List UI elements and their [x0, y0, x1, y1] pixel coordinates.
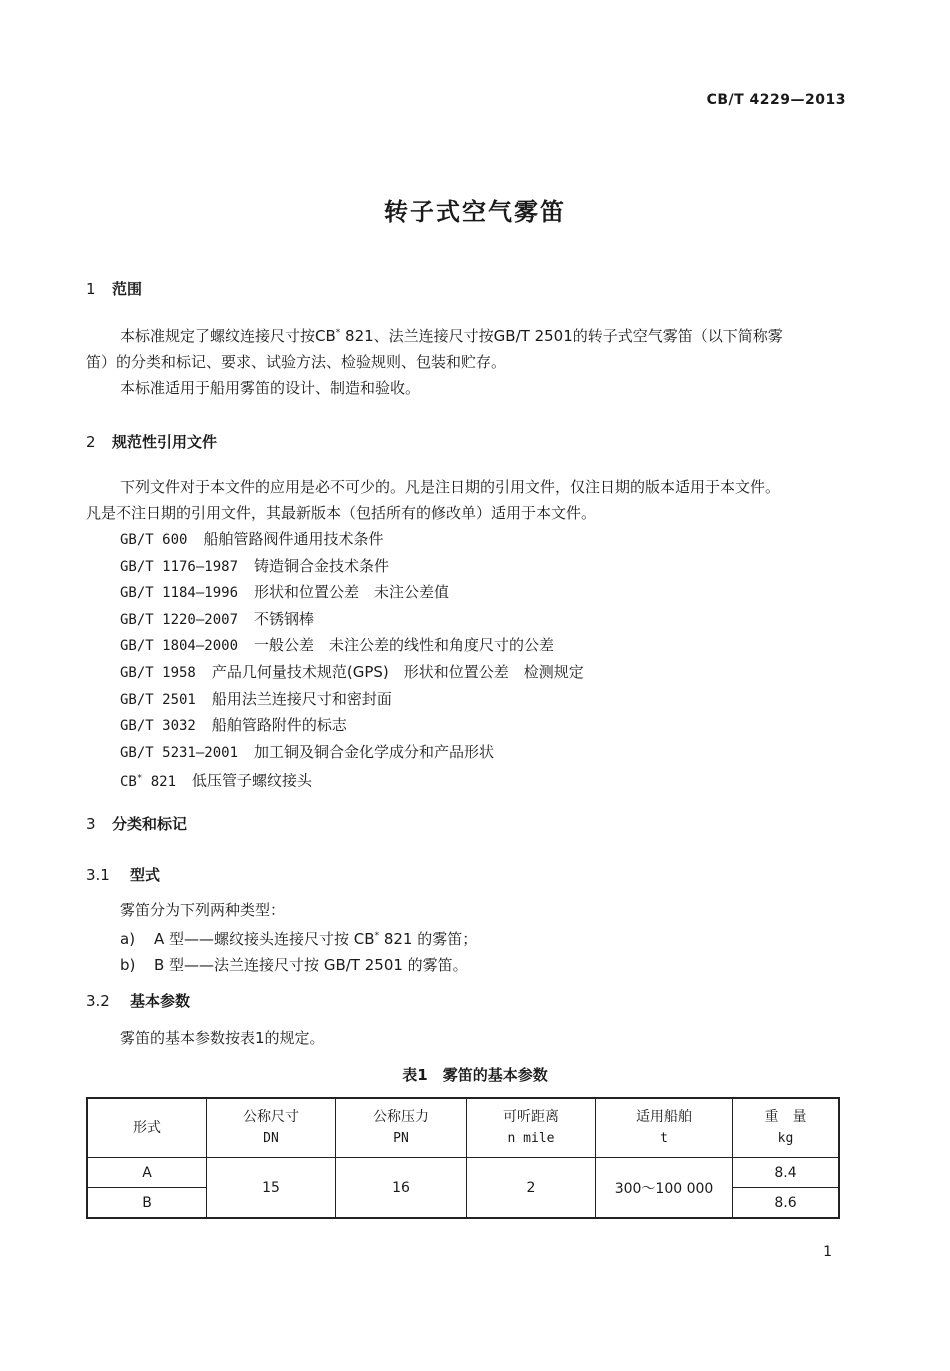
- page-title: 转子式空气雾笛: [384, 198, 566, 226]
- header-label: 公称尺寸: [243, 1109, 299, 1125]
- reference-title: 不锈钢棒: [254, 609, 315, 628]
- superscript: *: [335, 328, 341, 338]
- superscript: *: [374, 931, 380, 941]
- reference-item: [120, 607, 820, 634]
- section-2-heading: [86, 431, 217, 452]
- header-form: 形式: [87, 1098, 207, 1158]
- paragraph: [86, 320, 856, 349]
- paragraph-continued: 凡是不注日期的引用文件，其最新版本（包括所有的修改单）适用于本文件。: [86, 504, 597, 522]
- section-number: 3.1: [86, 866, 110, 884]
- reference-title: 铸造铜合金技术条件: [254, 556, 390, 575]
- reference-item: [120, 687, 820, 714]
- cell-form: B: [87, 1188, 207, 1219]
- section-3-1-body: [120, 897, 840, 978]
- reference-item: [120, 660, 820, 687]
- cell-range: 2: [467, 1158, 596, 1219]
- reference-code: GB/T 2501: [120, 691, 196, 708]
- page-number: 1: [823, 1244, 832, 1260]
- header-nominal-size: [207, 1098, 336, 1158]
- reference-item: [120, 766, 820, 795]
- reference-code: GB/T 1184—1996: [120, 585, 239, 602]
- header-weight: [733, 1098, 840, 1158]
- reference-code: GB/T 5231—2001: [120, 744, 239, 761]
- reference-item: [120, 633, 820, 660]
- reference-code: [120, 774, 176, 790]
- doc-number: CB/T 4229—2013: [706, 92, 846, 108]
- reference-title: 船舶管路附件的标志: [211, 716, 347, 735]
- text: CB: [120, 774, 137, 790]
- paragraph: 雾笛分为下列两种类型：: [120, 901, 286, 919]
- cell-ship: 300～100 000: [596, 1158, 733, 1219]
- header-applicable-ship: [596, 1098, 733, 1158]
- section-number: 2: [86, 433, 96, 451]
- reference-code: GB/T 1220—2007: [120, 611, 239, 628]
- cell-weight: 8.4: [733, 1158, 840, 1188]
- text: 821 的雾笛；: [379, 930, 478, 948]
- section-1-body: [86, 320, 856, 401]
- reference-title: 形状和位置公差 未注公差值: [254, 583, 450, 602]
- cell-dn: 15: [207, 1158, 336, 1219]
- table-row: [87, 1158, 839, 1188]
- cell-form: A: [87, 1158, 207, 1188]
- text: B 型——法兰连接尺寸按 GB/T 2501 的雾笛。: [154, 956, 468, 974]
- section-title: 范围: [112, 280, 143, 298]
- reference-item: [120, 713, 820, 740]
- reference-item: [120, 580, 820, 607]
- list-item: [120, 923, 840, 952]
- paragraph: 下列文件对于本文件的应用是必不可少的。凡是注日期的引用文件，仅注日期的版本适用于本文件。: [120, 478, 781, 496]
- header-label: 公称压力: [373, 1109, 429, 1125]
- section-1-heading: [86, 278, 142, 299]
- table-header-row: [87, 1098, 839, 1158]
- list-label: b): [120, 956, 136, 974]
- cell-pn: 16: [336, 1158, 467, 1219]
- reference-title: 低压管子螺纹接头: [192, 772, 313, 790]
- section-number: 3: [86, 815, 96, 833]
- reference-title: 产品几何量技术规范(GPS) 形状和位置公差 检测规定: [211, 662, 584, 681]
- reference-list: [120, 527, 820, 796]
- paragraph: 本标准适用于船用雾笛的设计、制造和验收。: [120, 379, 421, 397]
- section-2-intro: [86, 474, 856, 526]
- section-title: 分类和标记: [112, 815, 188, 833]
- reference-item: [120, 554, 820, 581]
- text: A 型——螺纹接头连接尺寸按 CB: [154, 930, 375, 948]
- header-label: 适用船舶: [636, 1109, 692, 1125]
- header-audible-range: [467, 1098, 596, 1158]
- reference-item: [120, 740, 820, 767]
- reference-code: GB/T 1176—1987: [120, 558, 239, 575]
- reference-code: GB/T 600: [120, 532, 188, 548]
- section-number: 3.2: [86, 992, 110, 1010]
- parameters-table: [86, 1097, 840, 1219]
- section-title: 规范性引用文件: [112, 433, 218, 451]
- header-unit: DN: [263, 1131, 279, 1146]
- section-3-2-heading: [86, 990, 190, 1011]
- superscript: *: [136, 773, 143, 784]
- reference-code: GB/T 1958: [120, 664, 196, 681]
- reference-title: 加工铜及铜合金化学成分和产品形状: [254, 742, 495, 761]
- section-title: 型式: [130, 866, 161, 884]
- header-label: 可听距离: [503, 1109, 559, 1125]
- section-3-1-heading: [86, 864, 160, 885]
- paragraph-continued: 笛）的分类和标记、要求、试验方法、检验规则、包装和贮存。: [86, 353, 507, 371]
- header-unit: n mile: [507, 1131, 555, 1146]
- text: 821、法兰连接尺寸按GB/T 2501的转子式空气雾笛（以下简称雾: [340, 327, 783, 345]
- reference-code: GB/T 1804—2000: [120, 638, 239, 655]
- text: 本标准规定了螺纹连接尺寸按CB: [120, 327, 336, 345]
- header-unit: PN: [393, 1131, 409, 1146]
- reference-item: [120, 527, 820, 554]
- reference-title: 船用法兰连接尺寸和密封面: [211, 689, 392, 708]
- header-unit: kg: [777, 1131, 794, 1146]
- section-title: 基本参数: [130, 992, 191, 1010]
- header-label: 重 量: [764, 1109, 807, 1125]
- list-label: a): [120, 930, 136, 948]
- text: 821: [142, 774, 176, 790]
- header-nominal-pressure: [336, 1098, 467, 1158]
- reference-title: 一般公差 未注公差的线性和角度尺寸的公差: [254, 636, 555, 655]
- header-unit: t: [660, 1131, 668, 1146]
- reference-title: 船舶管路阀件通用技术条件: [203, 530, 384, 548]
- reference-code: GB/T 3032: [120, 718, 196, 735]
- section-3-2-body: 雾笛的基本参数按表1的规定。: [120, 1029, 325, 1047]
- cell-weight: 8.6: [733, 1188, 840, 1219]
- section-number: 1: [86, 280, 96, 298]
- list-item: [120, 952, 840, 978]
- table-caption: 表1 雾笛的基本参数: [402, 1066, 548, 1084]
- section-3-heading: [86, 813, 187, 834]
